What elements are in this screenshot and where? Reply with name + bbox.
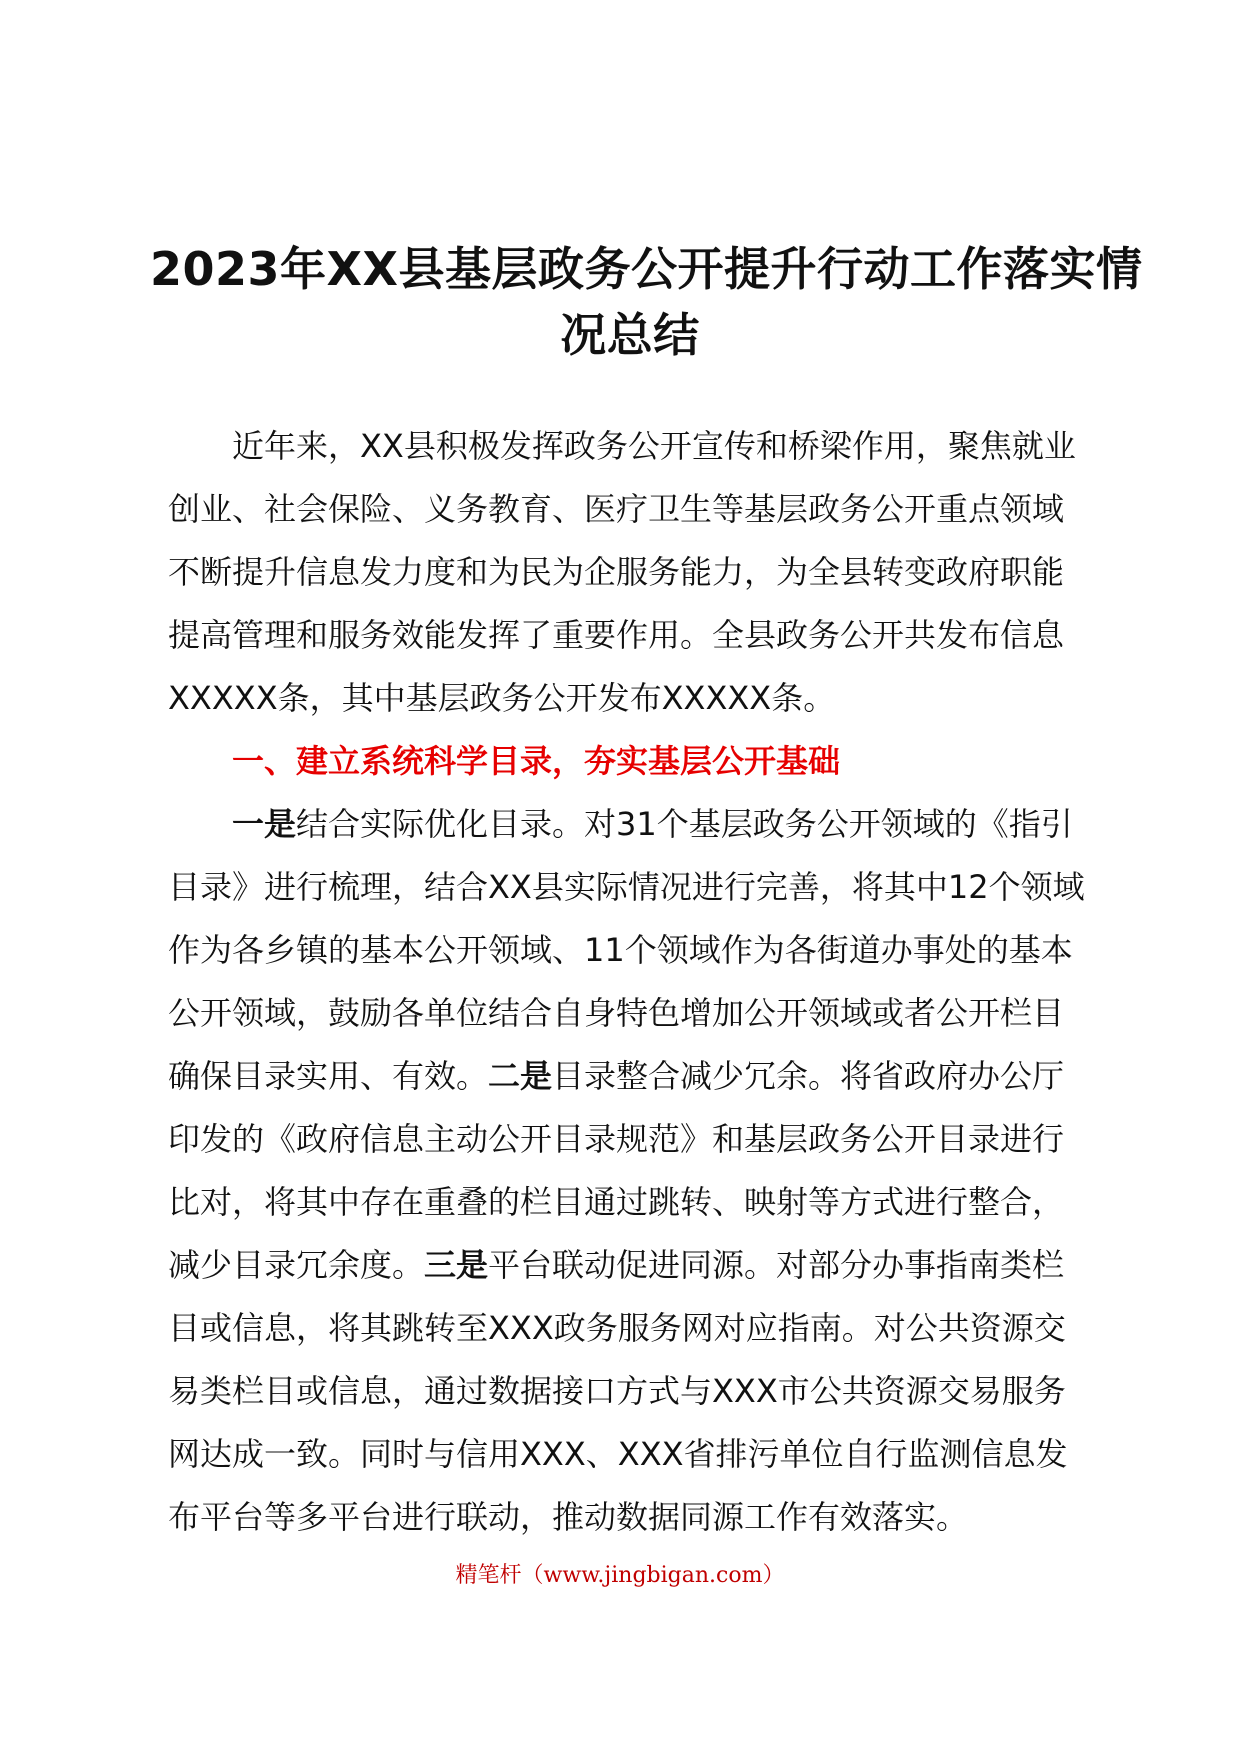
paragraph-line: 网达成一致。同时与信用XXX、XXX省排污单位自行监测信息发 [168,1435,1068,1473]
bold-lead: 二是 [488,1057,553,1095]
bold-lead: 三是 [424,1246,489,1284]
paragraph-line: 目录》进行梳理，结合XX县实际情况进行完善，将其中12个领域 [168,868,1085,906]
title-line-1: 2023年XX县基层政务公开提升行动工作落实情 [150,242,1143,296]
paragraph-line: 易类栏目或信息，通过数据接口方式与XXX市公共资源交易服务 [168,1372,1066,1410]
section-heading-1: 一、建立系统科学目录，夯实基层公开基础 [232,742,841,780]
paragraph-line: 布平台等多平台进行联动，推动数据同源工作有效落实。 [168,1498,969,1536]
intro-paragraph [168,415,1108,730]
paragraph-line: 比对，将其中存在重叠的栏目通过跳转、映射等方式进行整合， [168,1183,1065,1221]
title-line-2: 况总结 [560,308,700,362]
paragraph-line: 减少目录冗余度。三是平台联动促进同源。对部分办事指南类栏 [168,1246,1065,1284]
intro-line: 创业、社会保险、义务教育、医疗卫生等基层政务公开重点领域 [168,490,1065,528]
paragraph-line: 目或信息，将其跳转至XXX政务服务网对应指南。对公共资源交 [168,1309,1066,1347]
intro-line: 近年来，XX县积极发挥政务公开宣传和桥梁作用，聚焦就业 [232,427,1076,465]
paragraph-line: 一是结合实际优化目录。对31个基层政务公开领域的《指引 [232,805,1073,843]
paragraph-line: 确保目录实用、有效。二是目录整合减少冗余。将省政府办公厅 [168,1057,1065,1095]
intro-line: 不断提升信息发力度和为民为企服务能力，为全县转变政府职能 [168,553,1065,591]
intro-line: 提高管理和服务效能发挥了重要作用。全县政务公开共发布信息 [168,616,1065,654]
section-1-paragraph [168,793,1108,1549]
paragraph-line: 印发的《政府信息主动公开目录规范》和基层政务公开目录进行 [168,1120,1065,1158]
intro-line: XXXXX条，其中基层政务公开发布XXXXX条。 [168,679,836,717]
bold-lead: 一是 [232,805,297,843]
footer-watermark: 精笔杆（www.jingbigan.com） [455,1563,785,1588]
document-title [150,236,1143,368]
paragraph-line: 作为各乡镇的基本公开领域、11个领域作为各街道办事处的基本 [168,931,1073,969]
paragraph-line: 公开领域，鼓励各单位结合自身特色增加公开领域或者公开栏目 [168,994,1065,1032]
